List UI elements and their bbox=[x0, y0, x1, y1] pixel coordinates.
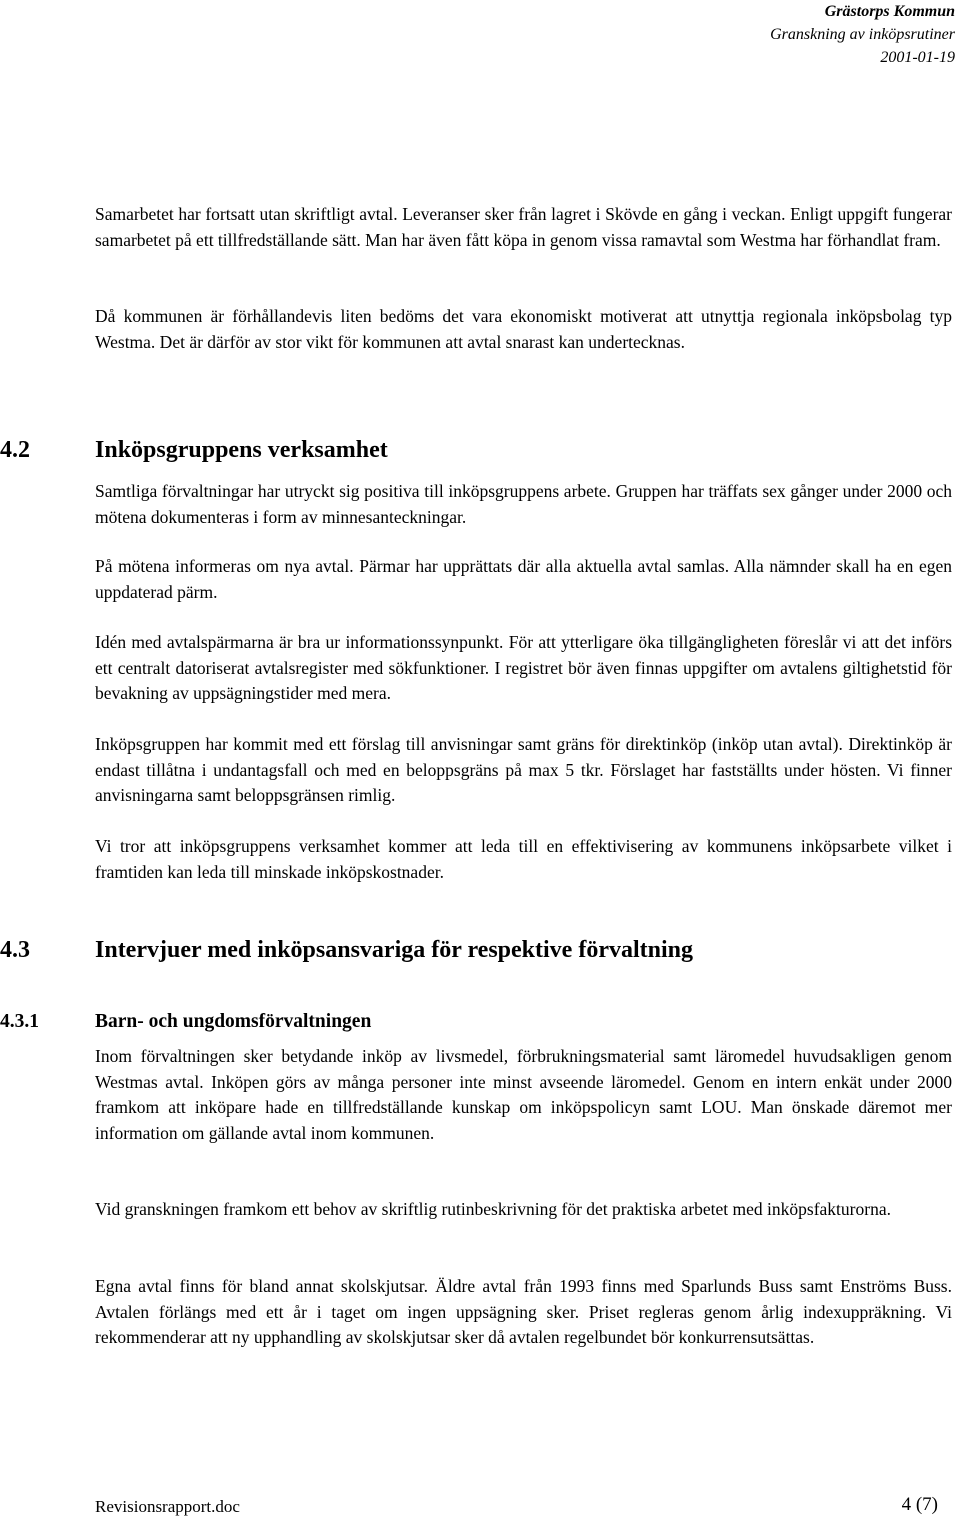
section-number: 4.3 bbox=[0, 937, 30, 963]
paragraph-regional-purchasing: Då kommunen är förhållandevis liten bedöms det vara ekonomiskt motiverat att utnyttja regionala inköpsbolag typ Westma. Det är därför av stor vikt för kommunen att avtal snarast kan undertecknas. bbox=[95, 306, 952, 352]
section-title: Intervjuer med inköpsansvariga för respektive förvaltning bbox=[95, 937, 693, 963]
paragraph-school-transport: Egna avtal finns för bland annat skolskjutsar. Äldre avtal från 1993 finns med Sparlunds Buss samt Enströms Buss. Avtalen förlängs med ett år i taget om ingen uppsägning sker. Priset regleras genom årlig indexuppräkning. Vi rekommenderar att ny upphandling av skolskjutsar sker då avtalen regelbundet bör konkurrensutsättas. bbox=[95, 1276, 952, 1347]
paragraph-contract-register: Idén med avtalspärmarna är bra ur informationssynpunkt. För att ytterligare öka tillgängligheten föreslår vi att det införs ett centralt datoriserat avtalsregister med sökfunktioner. I registret bör även finnas uppgifter om avtalens giltighetstid för bevakning av uppsägningstider med mera. bbox=[95, 632, 952, 703]
paragraph-invoice-routine: Vid granskningen framkom ett behov av skriftlig rutinbeskrivning för det praktiska arbetet med inköpsfakturorna. bbox=[95, 1199, 891, 1219]
section-number: 4.2 bbox=[0, 437, 30, 463]
paragraph-direct-purchase: Inköpsgruppen har kommit med ett förslag till anvisningar samt gräns för direktinköp (inköp utan avtal). Direktinköp är endast tillåtna i undantagsfall och med en beloppsgräns på max 5 tkr. Förslaget har fastställts under hösten. Vi finner anvisningarna samt beloppsgränsen rimlig. bbox=[95, 734, 952, 805]
footer-page-number: 4 (7) bbox=[901, 1494, 938, 1515]
header-subject: Granskning av inköpsrutiner bbox=[770, 26, 955, 43]
paragraph-westma-collaboration: Samarbetet har fortsatt utan skriftligt avtal. Leveranser sker från lagret i Skövde en gång i veckan. Enligt uppgift fungerar samarbetet på ett tillfredställande sätt. Man har även fått köpa in genom vissa ramavtal som Westma har förhandlat fram. bbox=[95, 204, 952, 250]
paragraph-binders: På mötena informeras om nya avtal. Pärmar har upprättats där alla aktuella avtal samlas. Alla nämnder skall ha en egen uppdaterad pärm. bbox=[95, 556, 952, 602]
paragraph-efficiency: Vi tror att inköpsgruppens verksamhet kommer att leda till en effektivisering av kommunens inköpsarbete vilket i framtiden kan leda till minskade inköpskostnader. bbox=[95, 836, 952, 882]
paragraph-group-meetings: Samtliga förvaltningar har utryckt sig positiva till inköpsgruppens arbete. Gruppen har träffats sex gånger under 2000 och mötena dokumenteras i form av minnesanteckningar. bbox=[95, 481, 952, 527]
header-date: 2001-01-19 bbox=[880, 49, 955, 66]
header-organization: Grästorps Kommun bbox=[824, 3, 955, 20]
footer-filename: Revisionsrapport.doc bbox=[95, 1497, 240, 1516]
section-title: Inköpsgruppens verksamhet bbox=[95, 437, 388, 463]
paragraph-purchases: Inom förvaltningen sker betydande inköp av livsmedel, förbrukningsmaterial samt läromedel huvudsakligen genom Westmas avtal. Inköpen görs av många personer inte minst avseende läromedel. Genom en intern enkät under 2000 framkom att inköpare hade en tillfredställande kunskap om inköpspolicyn samt LOU. Man önskade däremot mer information om gällande avtal inom kommunen. bbox=[95, 1046, 952, 1143]
section-title: Barn- och ungdomsförvaltningen bbox=[95, 1011, 372, 1032]
section-number: 4.3.1 bbox=[0, 1011, 39, 1032]
page-header bbox=[770, 0, 955, 69]
